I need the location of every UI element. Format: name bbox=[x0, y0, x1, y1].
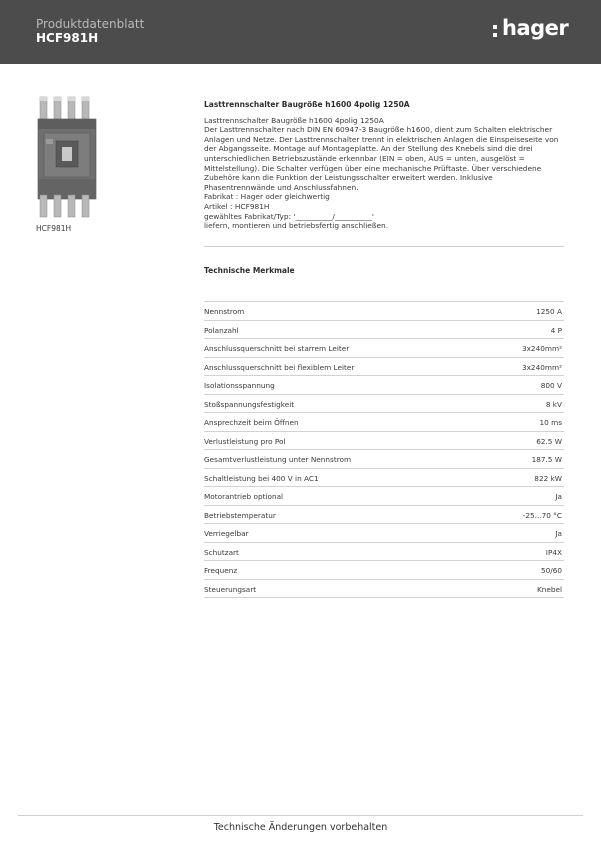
table-row bbox=[204, 505, 564, 524]
spec-label: Betriebstemperatur bbox=[204, 510, 276, 520]
spec-value: -25...70 °C bbox=[522, 510, 562, 520]
spec-label: Isolationsspannung bbox=[204, 381, 275, 390]
specs-title: Technische Merkmale bbox=[204, 266, 295, 275]
table-row bbox=[204, 486, 564, 505]
description-line: liefern, montieren und betriebsfertig anschließen. bbox=[204, 221, 389, 231]
spec-label: Stoßspannungsfestigkeit bbox=[204, 399, 295, 409]
spec-label: Frequenz bbox=[204, 566, 238, 575]
article-number: HCF981H bbox=[36, 31, 99, 45]
page-header bbox=[0, 0, 601, 64]
description-line: gewähltes Fabrikat/Typ: '__________/__________' bbox=[204, 211, 374, 221]
spec-value: 3x240mm² bbox=[521, 344, 562, 353]
spec-value: 822 kW bbox=[534, 473, 562, 483]
spec-value: Ja bbox=[555, 492, 562, 501]
spec-value: IP4X bbox=[545, 547, 562, 557]
spec-label: Steuerungsart bbox=[204, 584, 257, 594]
specs-table bbox=[204, 301, 564, 598]
table-row bbox=[204, 375, 564, 394]
spec-label: Schutzart bbox=[204, 547, 239, 557]
table-row bbox=[204, 449, 564, 468]
spec-label: Verlustleistung pro Pol bbox=[204, 436, 286, 446]
spec-label: Motorantrieb optional bbox=[204, 492, 284, 501]
description-line: Artikel : HCF981H bbox=[204, 201, 270, 211]
logo-wordmark: hager bbox=[502, 16, 569, 40]
spec-value: 4 P bbox=[550, 325, 562, 335]
spec-value: 62.5 W bbox=[536, 436, 562, 446]
table-row bbox=[204, 560, 564, 579]
spec-value: 10 ms bbox=[539, 418, 562, 427]
spec-label: Ansprechzeit beim Öffnen bbox=[204, 418, 299, 427]
product-title: Lasttrennschalter Baugröße h1600 4polig 1250A bbox=[204, 100, 410, 109]
product-image bbox=[36, 95, 98, 219]
logo-dot-icon bbox=[493, 33, 497, 37]
table-row bbox=[204, 412, 564, 431]
spec-label: Nennstrom bbox=[204, 307, 245, 316]
footer-divider bbox=[18, 815, 583, 816]
footer-note: Technische Änderungen vorbehalten bbox=[213, 822, 388, 833]
description-line: Lasttrennschalter Baugröße h1600 4polig 1250A bbox=[204, 115, 384, 125]
table-row bbox=[204, 357, 564, 376]
table-row bbox=[204, 579, 564, 599]
spec-label: Gesamtverlustleistung unter Nennstrom bbox=[204, 455, 352, 464]
spec-label: Anschlussquerschnitt bei starrem Leiter bbox=[204, 344, 350, 353]
table-row bbox=[204, 523, 564, 542]
product-description bbox=[204, 100, 564, 231]
table-row bbox=[204, 431, 564, 450]
spec-label: Polanzahl bbox=[204, 325, 239, 335]
description-line: Der Lasttrennschalter nach DIN EN 60947-3 Baugröße h1600, dient zum Schalten elektrischer Anlagen und Netze. Der Lasttrennschalter trennt in elektrischen Anlagen die Einspeiseseite von der Abgangsseite. Montage auf Montageplatte. An der Stellung des Knebels sind die drei unterschiedlichen Betriebszustände erkennbar (EIN = oben, AUS = unten, ausgelöst = Mittelstellung). Die Schalter verfügen über eine mechanische Prüftaste. Über verschiedene Zubehöre kann die Funktion der Leistungsschalter erweitert werden. Inklusive Phasentrennwände und Anschlussfahnen. bbox=[204, 125, 559, 192]
description-line: Fabrikat : Hager oder gleichwertig bbox=[204, 192, 330, 202]
spec-label: Schaltleistung bei 400 V in AC1 bbox=[204, 473, 319, 483]
spec-label: Verriegelbar bbox=[204, 529, 249, 538]
table-row bbox=[204, 338, 564, 357]
spec-value: 50/60 bbox=[540, 566, 562, 575]
spec-value: 187.5 W bbox=[531, 455, 562, 464]
table-row bbox=[204, 542, 564, 561]
spec-value: 1250 A bbox=[536, 307, 562, 316]
spec-value: 8 kV bbox=[545, 399, 562, 409]
spec-value: Ja bbox=[555, 529, 562, 538]
spec-value: 800 V bbox=[540, 381, 562, 390]
spec-value: 3x240mm² bbox=[521, 362, 562, 372]
product-image-caption: HCF981H bbox=[36, 224, 72, 233]
spec-value: Knebel bbox=[536, 584, 562, 594]
document-type: Produktdatenblatt bbox=[36, 17, 145, 31]
spec-label: Anschlussquerschnitt bei flexiblem Leiter bbox=[204, 362, 355, 372]
table-row bbox=[204, 394, 564, 413]
logo-dot-icon bbox=[493, 25, 497, 29]
table-row bbox=[204, 320, 564, 339]
table-row bbox=[204, 301, 564, 320]
table-row bbox=[204, 468, 564, 487]
section-divider bbox=[204, 246, 564, 247]
